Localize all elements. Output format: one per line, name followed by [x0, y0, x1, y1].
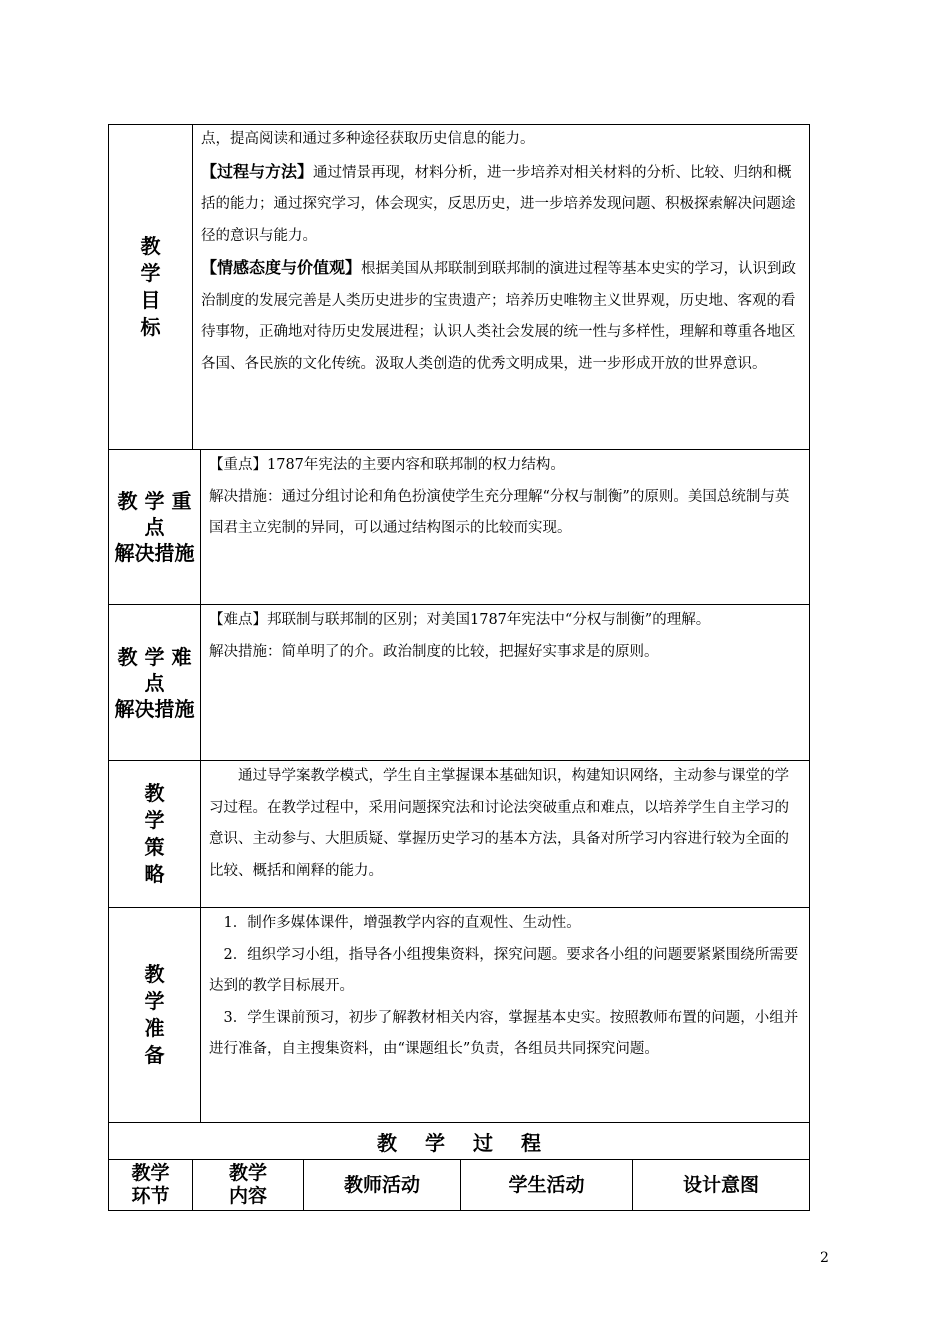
strategy-label: 教 学 策 略 [109, 761, 201, 908]
objectives-line0: 点，提高阅读和通过多种途径获取历史信息的能力。 [201, 131, 535, 147]
column-header-content: 教学 内容 [193, 1160, 304, 1211]
emotion-heading: 【情感态度与价值观】 [201, 258, 362, 277]
difficult-points-row [109, 605, 810, 761]
difficult-points-content [201, 605, 810, 761]
strategy-row [109, 761, 810, 908]
process-title-row [109, 1123, 810, 1160]
key-points-row [109, 450, 810, 605]
difficult-points-text: 邦联制与联邦制的区别；对美国1787年宪法中“分权与制衡”的理解。 [267, 612, 711, 628]
key-points-label: 教 学 重 点 解决措施 [109, 450, 201, 605]
difficult-points-paragraph [209, 605, 803, 637]
emotion-paragraph [201, 252, 803, 380]
key-points-text: 1787年宪法的主要内容和联邦制的权力结构。 [267, 457, 565, 473]
preparation-item: 1．制作多媒体课件，增强教学内容的直观性、生动性。 [223, 915, 581, 931]
preparation-label: 教 学 准 备 [109, 908, 201, 1123]
objectives-label: 教 学 目 标 [109, 125, 193, 450]
column-header-stage: 教学 环节 [109, 1160, 193, 1211]
strategy-content [201, 761, 810, 908]
process-method-heading: 【过程与方法】 [201, 161, 314, 181]
emotion-text: 根据美国从邦联制到联邦制的演进过程等基本史实的学习，认识到政治制度的发展完善是人类历史进步的宝贵遗产；培养历史唯物主义世界观，历史地、客观的看待事物，正确地对待历史发展进程；认识人类社会发展的统一性与多样性，理解和尊重各地区各国、各民族的文化传统。汲取人类创造的优秀文明成果，进一步形成开放的世界意识。 [201, 261, 797, 372]
process-method-paragraph [201, 156, 803, 253]
key-points-measures: 解决措施：通过分组讨论和角色扮演使学生充分理解“分权与制衡”的原则。美国总统制与英国君主立宪制的异同，可以通过结构图示的比较而实现。 [209, 488, 790, 536]
preparation-content [201, 908, 810, 1123]
key-points-paragraph [209, 450, 803, 482]
column-header-teacher: 教师活动 [304, 1160, 461, 1211]
process-method-text: 通过情景再现，材料分析，进一步培养对相关材料的分析、比较、归纳和概括的能力；通过探究学习，体会现实，反思历史，进一步培养发现问题、积极探索解决问题途径的意识与能力。 [201, 164, 796, 244]
difficult-points-measures: 解决措施：简单明了的介。政治制度的比较，把握好实事求是的原则。 [209, 643, 659, 660]
lesson-plan-table [108, 124, 810, 1211]
page-number: 2 [820, 1250, 829, 1266]
preparation-row [109, 908, 810, 1123]
preparation-item: 2．组织学习小组，指导各小组搜集资料，探究问题。要求各小组的问题要紧紧围绕所需要达到的教学目标展开。 [209, 946, 799, 994]
key-points-heading: 【重点】 [209, 457, 267, 473]
objectives-row [109, 125, 810, 450]
preparation-item: 3．学生课前预习，初步了解教材相关内容，掌握基本史实。按照教师布置的问题，小组并进行准备，自主搜集资料，由“课题组长”负责，各组员共同探究问题。 [209, 1009, 799, 1057]
column-header-intent: 设计意图 [633, 1160, 810, 1211]
difficult-points-label: 教 学 难 点 解决措施 [109, 605, 201, 761]
key-points-content [201, 450, 810, 605]
process-title: 教 学 过 程 [109, 1123, 810, 1160]
process-header-row [109, 1160, 810, 1211]
difficult-points-heading: 【难点】 [209, 612, 267, 628]
column-header-student: 学生活动 [461, 1160, 633, 1211]
objectives-content [193, 125, 810, 450]
strategy-text: 通过导学案教学模式，学生自主掌握课本基础知识，构建知识网络，主动参与课堂的学习过程。在教学过程中，采用问题探究法和讨论法突破重点和难点，以培养学生自主学习的意识、主动参与、大胆质疑、掌握历史学习的基本方法，具备对所学习内容进行较为全面的比较、概括和阐释的能力。 [209, 768, 789, 879]
